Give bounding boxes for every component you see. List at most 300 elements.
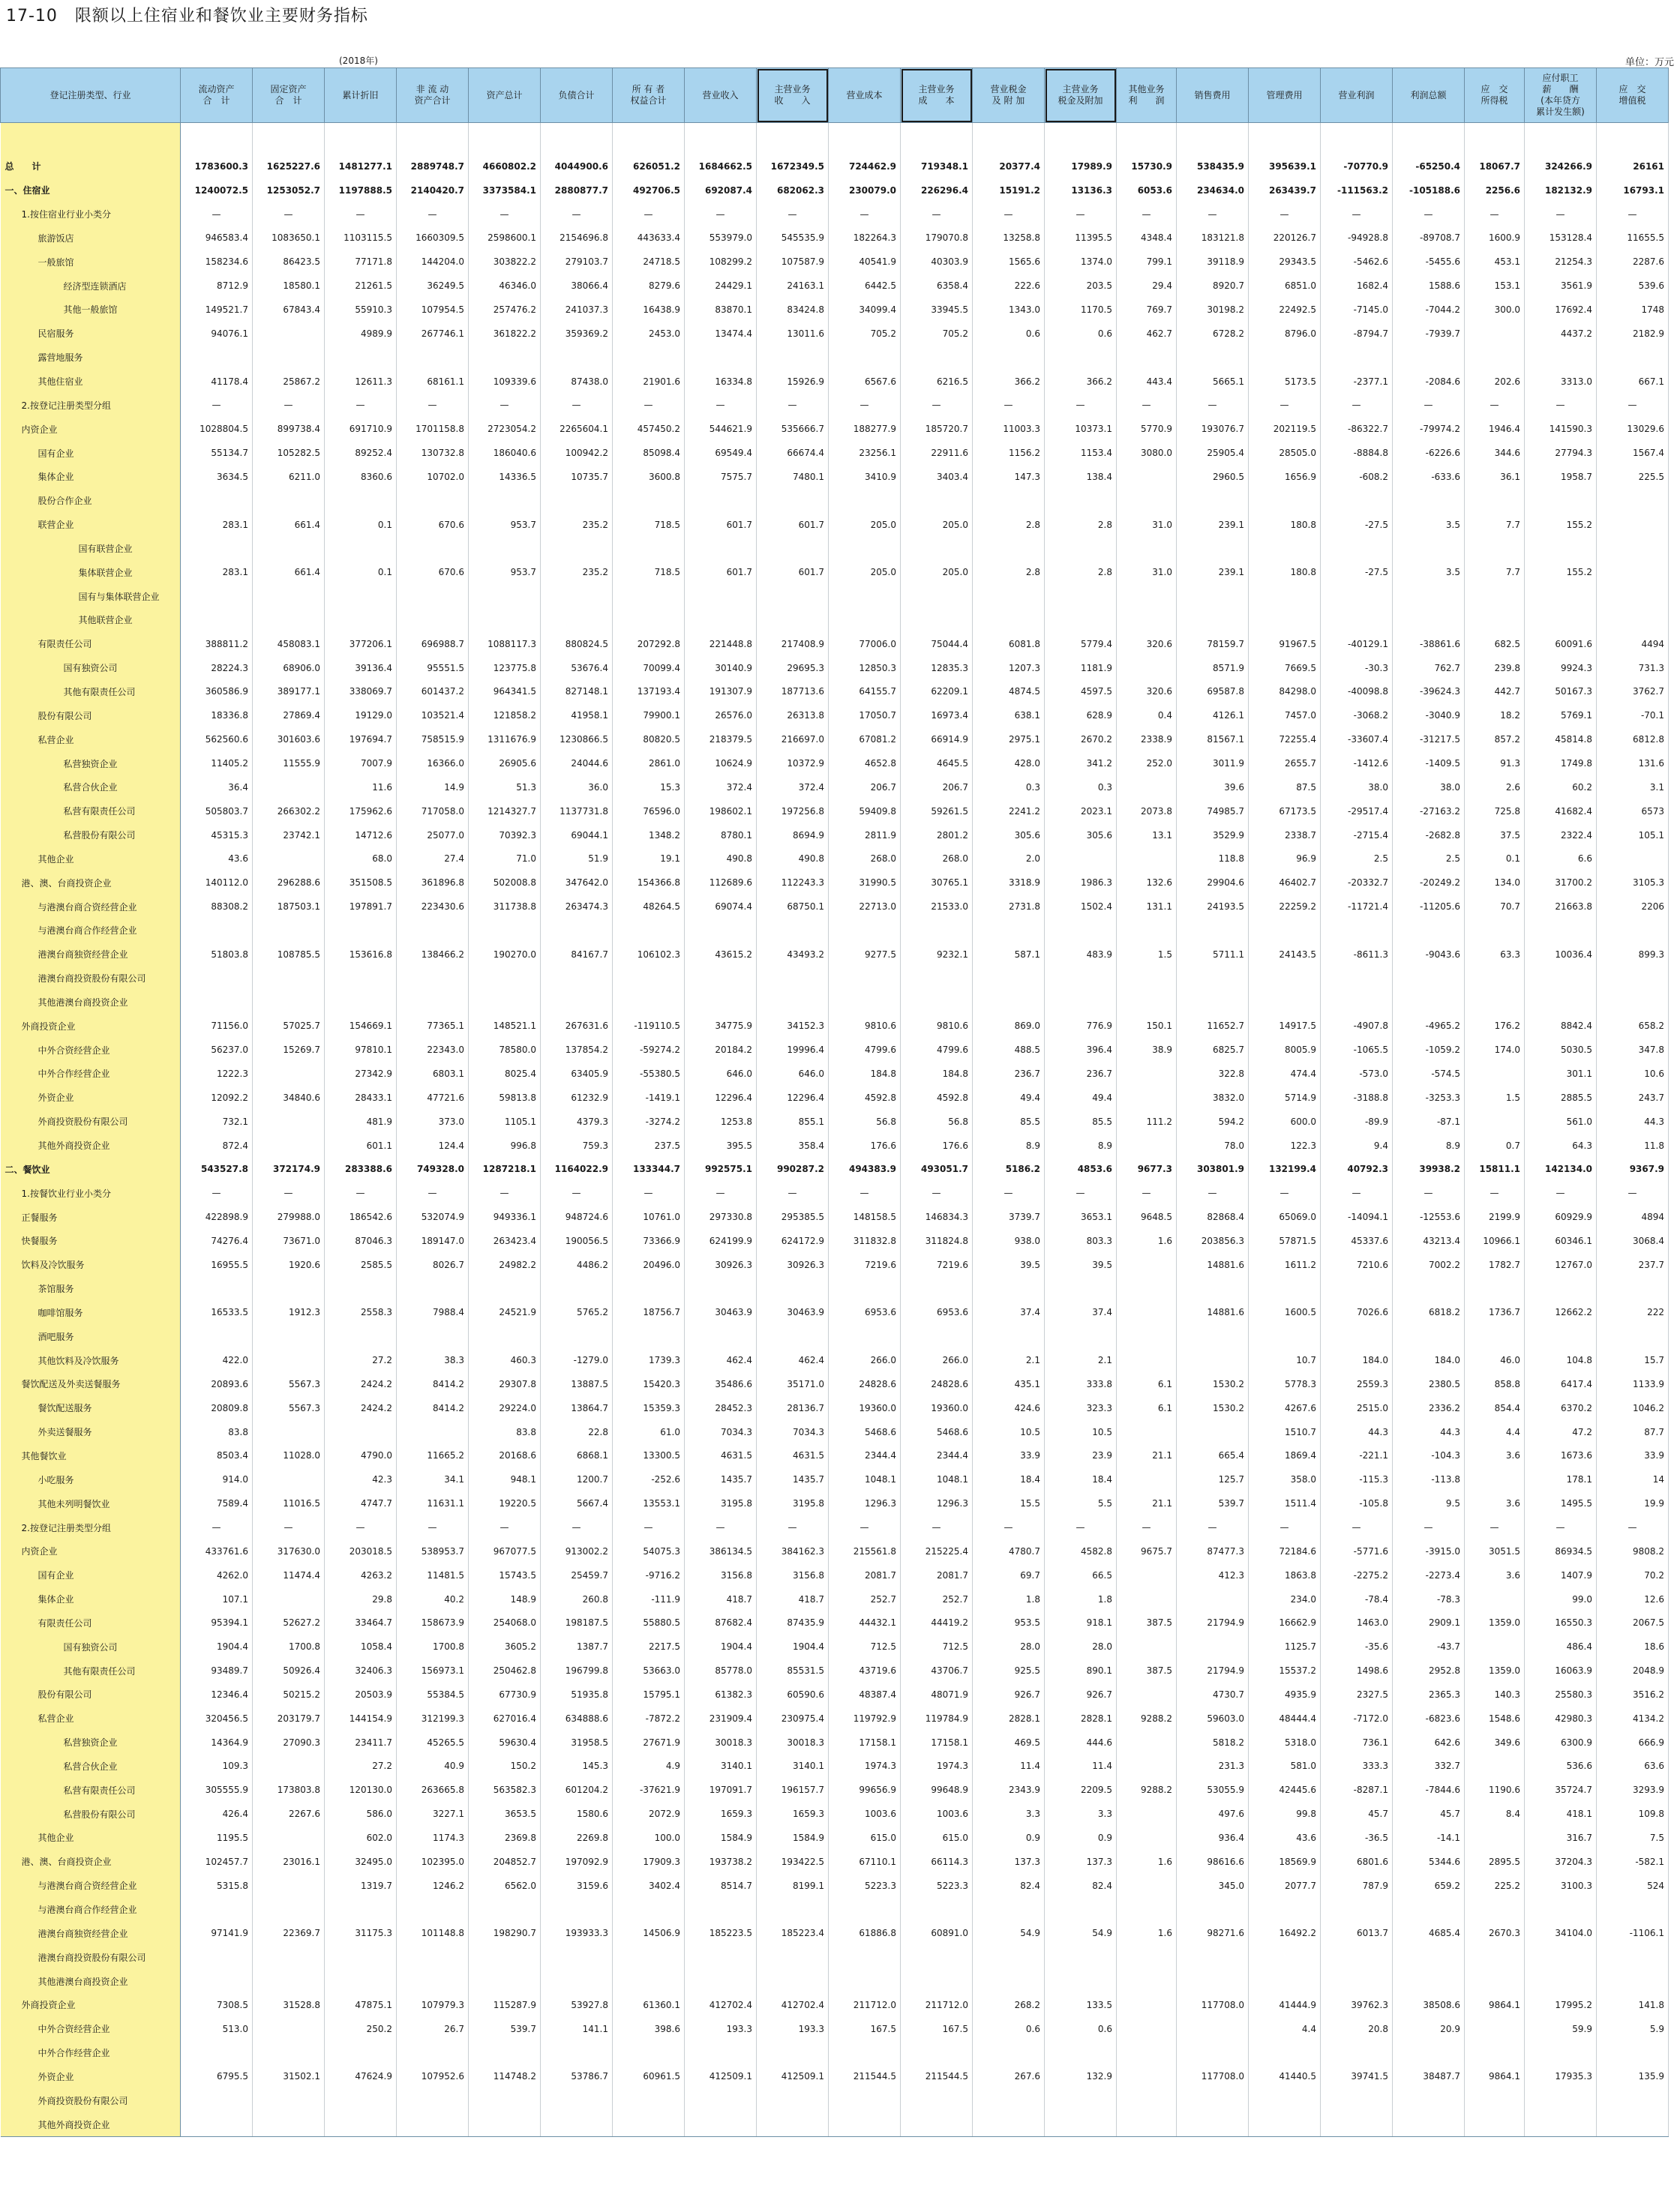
- cell: 279103.7: [541, 250, 613, 274]
- cell: 3.6: [1465, 1444, 1525, 1468]
- cell: 1125.7: [1249, 1635, 1321, 1659]
- cell: 198187.5: [541, 1611, 613, 1635]
- row-label: 其他一般旅馆: [1, 298, 181, 322]
- cell: 100942.2: [541, 441, 613, 465]
- cell: [253, 991, 325, 1015]
- cell: —: [901, 1515, 973, 1539]
- cell: 186542.6: [325, 1205, 397, 1229]
- cell: 94076.1: [181, 322, 253, 346]
- cell: -2275.2: [1321, 1563, 1393, 1587]
- cell: 31.0: [1117, 560, 1177, 584]
- cell: [541, 1945, 613, 1969]
- cell: [757, 584, 829, 608]
- cell: [397, 346, 469, 370]
- cell: 303822.2: [469, 250, 541, 274]
- cell: 42.3: [325, 1467, 397, 1491]
- row-label: 其他港澳台商投资企业: [1, 1969, 181, 1993]
- cell: 0.6: [973, 322, 1045, 346]
- cell: 1214327.7: [469, 799, 541, 823]
- cell: 1530.2: [1177, 1396, 1249, 1420]
- cell: 186040.6: [469, 441, 541, 465]
- cell: -111563.2: [1321, 178, 1393, 202]
- table-row: [1, 967, 1669, 991]
- cell: -3068.2: [1321, 703, 1393, 727]
- cell: 185223.4: [757, 1921, 829, 1945]
- table-row: [1, 1372, 1669, 1396]
- cell: [973, 1324, 1045, 1348]
- column-header: 流动资产 合 计: [181, 68, 253, 123]
- cell: [1465, 123, 1525, 155]
- cell: —: [973, 393, 1045, 417]
- cell: [397, 537, 469, 561]
- cell: [973, 608, 1045, 632]
- cell: 3653.5: [469, 1802, 541, 1826]
- cell: 55910.3: [325, 298, 397, 322]
- cell: 141.1: [541, 2017, 613, 2041]
- cell: 601.7: [685, 513, 757, 537]
- cell: 11655.5: [1597, 226, 1669, 250]
- cell: 27.2: [325, 1348, 397, 1372]
- cell: 198290.7: [469, 1921, 541, 1945]
- cell: [1249, 2088, 1321, 2112]
- cell: [901, 346, 973, 370]
- cell: 38.0: [1393, 775, 1465, 799]
- cell: —: [1525, 1181, 1597, 1205]
- cell: [1465, 1587, 1525, 1611]
- cell: [1597, 991, 1669, 1015]
- cell: [325, 346, 397, 370]
- cell: 460.3: [469, 1348, 541, 1372]
- cell: 283.1: [181, 560, 253, 584]
- cell: 615.0: [901, 1826, 973, 1850]
- cell: 2209.5: [1045, 1778, 1117, 1802]
- cell: [181, 991, 253, 1015]
- cell: 320.6: [1117, 632, 1177, 656]
- cell: 69074.4: [685, 895, 757, 919]
- cell: 1.6: [1117, 1850, 1177, 1874]
- cell: 601204.2: [541, 1778, 613, 1802]
- cell: 2828.1: [973, 1707, 1045, 1731]
- cell: [1465, 346, 1525, 370]
- cell: 146834.3: [901, 1205, 973, 1229]
- cell: 539.7: [469, 2017, 541, 2041]
- cell: 142134.0: [1525, 1157, 1597, 1181]
- row-label: 其他联营企业: [1, 608, 181, 632]
- cell: 239.1: [1177, 513, 1249, 537]
- cell: 1920.6: [253, 1253, 325, 1277]
- cell: [397, 1898, 469, 1922]
- cell: 35724.7: [1525, 1778, 1597, 1802]
- row-label: 国有企业: [1, 1563, 181, 1587]
- cell: 28224.3: [181, 656, 253, 680]
- cell: 1407.9: [1525, 1563, 1597, 1587]
- cell: 7007.9: [325, 751, 397, 775]
- cell: [541, 537, 613, 561]
- cell: -55380.5: [613, 1062, 685, 1086]
- cell: 138466.2: [397, 943, 469, 967]
- cell: -11205.6: [1393, 895, 1465, 919]
- cell: [1045, 967, 1117, 991]
- cell: 418.7: [685, 1587, 757, 1611]
- cell: 66914.9: [901, 727, 973, 751]
- cell: 66114.3: [901, 1850, 973, 1874]
- cell: [1117, 1755, 1177, 1779]
- cell: 53786.7: [541, 2065, 613, 2089]
- cell: 112243.3: [757, 871, 829, 895]
- cell: 12850.3: [829, 656, 901, 680]
- cell: 230079.0: [829, 178, 901, 202]
- column-header: 销售费用: [1177, 68, 1249, 123]
- cell: 86423.5: [253, 250, 325, 274]
- table-row: [1, 895, 1669, 919]
- cell: [1525, 608, 1597, 632]
- cell: 202.6: [1465, 370, 1525, 394]
- cell: [829, 1277, 901, 1301]
- cell: 481.9: [325, 1110, 397, 1134]
- cell: 40.2: [397, 1587, 469, 1611]
- cell: [1249, 919, 1321, 943]
- cell: 202119.5: [1249, 417, 1321, 441]
- cell: [325, 1945, 397, 1969]
- cell: 10702.0: [397, 465, 469, 489]
- cell: 412702.4: [685, 1993, 757, 2017]
- table-row: [1, 1898, 1669, 1922]
- cell: 7589.4: [181, 1491, 253, 1515]
- cell: —: [1117, 1515, 1177, 1539]
- cell: 724462.9: [829, 154, 901, 178]
- cell: 234634.0: [1177, 178, 1249, 202]
- cell: —: [685, 202, 757, 226]
- cell: 65069.0: [1249, 1205, 1321, 1229]
- cell: [1045, 2088, 1117, 2112]
- cell: [1525, 489, 1597, 513]
- cell: 33464.7: [325, 1611, 397, 1635]
- cell: 14.9: [397, 775, 469, 799]
- cell: [1249, 489, 1321, 513]
- cell: 211544.5: [829, 2065, 901, 2089]
- cell: 28452.3: [685, 1396, 757, 1420]
- cell: [469, 584, 541, 608]
- cell: 17995.2: [1525, 1993, 1597, 2017]
- cell: [901, 2041, 973, 2065]
- cell: 15926.9: [757, 370, 829, 394]
- table-row: [1, 560, 1669, 584]
- cell: 68906.0: [253, 656, 325, 680]
- cell: —: [253, 393, 325, 417]
- cell: —: [181, 202, 253, 226]
- table-row: [1, 441, 1669, 465]
- cell: —: [397, 1515, 469, 1539]
- cell: [1045, 537, 1117, 561]
- cell: 51803.8: [181, 943, 253, 967]
- cell: —: [1525, 1515, 1597, 1539]
- cell: [1465, 1898, 1525, 1922]
- cell: 25459.7: [541, 1563, 613, 1587]
- cell: 1904.4: [181, 1635, 253, 1659]
- cell: [397, 2112, 469, 2136]
- cell: [829, 2112, 901, 2136]
- cell: [829, 123, 901, 155]
- cell: 869.0: [973, 1014, 1045, 1038]
- cell: [1177, 1420, 1249, 1444]
- cell: 372174.9: [253, 1157, 325, 1181]
- cell: 295385.5: [757, 1205, 829, 1229]
- cell: 54.9: [973, 1921, 1045, 1945]
- cell: [469, 991, 541, 1015]
- cell: 29904.6: [1177, 871, 1249, 895]
- cell: 3195.8: [757, 1491, 829, 1515]
- cell: 27794.3: [1525, 441, 1597, 465]
- cell: 5567.3: [253, 1372, 325, 1396]
- cell: 539.7: [1177, 1491, 1249, 1515]
- row-label: 其他外商投资企业: [1, 1134, 181, 1158]
- cell: 20496.0: [613, 1253, 685, 1277]
- cell: [1117, 2112, 1177, 2136]
- row-label: 有限责任公司: [1, 632, 181, 656]
- cell: 176.2: [1465, 1014, 1525, 1038]
- cell: [1045, 919, 1117, 943]
- cell: 56.8: [829, 1110, 901, 1134]
- cell: 267.6: [973, 2065, 1045, 2089]
- cell: 17989.9: [1045, 154, 1117, 178]
- cell: 17050.7: [829, 703, 901, 727]
- cell: [613, 123, 685, 155]
- cell: 205.0: [901, 560, 973, 584]
- cell: 17158.1: [829, 1731, 901, 1755]
- cell: 72184.6: [1249, 1539, 1321, 1563]
- cell: —: [1177, 202, 1249, 226]
- table-row: [1, 1134, 1669, 1158]
- column-header: 主营业务 税金及附加: [1045, 68, 1117, 123]
- cell: [1465, 1062, 1525, 1086]
- cell: 1869.4: [1249, 1444, 1321, 1468]
- cell: 43615.2: [685, 943, 757, 967]
- table-row: [1, 703, 1669, 727]
- cell: 10.7: [1249, 1348, 1321, 1372]
- cell: 360586.9: [181, 680, 253, 704]
- cell: 48071.9: [901, 1683, 973, 1707]
- cell: 3105.3: [1597, 871, 1669, 895]
- cell: 949336.1: [469, 1205, 541, 1229]
- cell: 10735.7: [541, 465, 613, 489]
- cell: 0.7: [1465, 1134, 1525, 1158]
- cell: [757, 608, 829, 632]
- cell: 59261.5: [901, 799, 973, 823]
- cell: —: [469, 202, 541, 226]
- cell: [541, 1277, 613, 1301]
- cell: 135.9: [1597, 2065, 1669, 2089]
- cell: 84167.7: [541, 943, 613, 967]
- cell: [469, 1324, 541, 1348]
- cell: [1393, 346, 1465, 370]
- table-row: [1, 1038, 1669, 1062]
- cell: 243.7: [1597, 1086, 1669, 1110]
- cell: [1177, 1348, 1249, 1372]
- cell: 925.5: [973, 1659, 1045, 1683]
- cell: 5667.4: [541, 1491, 613, 1515]
- cell: 107954.5: [397, 298, 469, 322]
- cell: 17935.3: [1525, 2065, 1597, 2089]
- cell: 3080.0: [1117, 441, 1177, 465]
- cell: [1249, 967, 1321, 991]
- row-label: 集体联营企业: [1, 560, 181, 584]
- cell: —: [469, 393, 541, 417]
- cell: [325, 123, 397, 155]
- cell: -87.1: [1393, 1110, 1465, 1134]
- cell: 5344.6: [1393, 1850, 1465, 1874]
- cell: 333.8: [1045, 1372, 1117, 1396]
- row-label: 内资企业: [1, 417, 181, 441]
- cell: [1045, 1324, 1117, 1348]
- cell: 7988.4: [397, 1301, 469, 1325]
- cell: 231909.4: [685, 1707, 757, 1731]
- column-header: 累计折旧: [325, 68, 397, 123]
- cell: [1597, 2041, 1669, 2065]
- cell: 60891.0: [901, 1921, 973, 1945]
- cell: [325, 991, 397, 1015]
- cell: 2515.0: [1321, 1396, 1393, 1420]
- cell: [1177, 346, 1249, 370]
- row-label: 外商投资企业: [1, 1014, 181, 1038]
- cell: 2670.2: [1045, 727, 1117, 751]
- cell: 7219.6: [829, 1253, 901, 1277]
- row-label: 中外合资经营企业: [1, 2017, 181, 2041]
- cell: 21.1: [1117, 1491, 1177, 1515]
- cell: 858.8: [1465, 1372, 1525, 1396]
- cell: 78.0: [1177, 1134, 1249, 1158]
- cell: 82.4: [973, 1874, 1045, 1898]
- cell: [901, 1969, 973, 1993]
- cell: 43719.6: [829, 1659, 901, 1683]
- cell: [829, 1945, 901, 1969]
- cell: 992575.1: [685, 1157, 757, 1181]
- row-label: 中外合资经营企业: [1, 1038, 181, 1062]
- cell: -43.7: [1393, 1635, 1465, 1659]
- cell: 2338.7: [1249, 823, 1321, 847]
- row-label: 2.按登记注册类型分组: [1, 393, 181, 417]
- cell: [1597, 608, 1669, 632]
- cell: [253, 1420, 325, 1444]
- cell: —: [1525, 393, 1597, 417]
- cell: [1117, 991, 1177, 1015]
- cell: 21261.5: [325, 274, 397, 298]
- cell: 22911.6: [901, 441, 973, 465]
- cell: 418.1: [1525, 1802, 1597, 1826]
- cell: 4348.4: [1117, 226, 1177, 250]
- cell: [397, 489, 469, 513]
- cell: 8199.1: [757, 1874, 829, 1898]
- table-row: [1, 1945, 1669, 1969]
- cell: 25867.2: [253, 370, 325, 394]
- cell: 279988.0: [253, 1205, 325, 1229]
- row-label: 外商投资企业: [1, 1993, 181, 2017]
- cell: [253, 322, 325, 346]
- cell: 44.3: [1393, 1420, 1465, 1444]
- cell: 39136.4: [325, 656, 397, 680]
- cell: -78.4: [1321, 1587, 1393, 1611]
- cell: 95551.5: [397, 656, 469, 680]
- cell: 1502.4: [1045, 895, 1117, 919]
- cell: 115287.9: [469, 1993, 541, 2017]
- cell: 82.4: [1045, 1874, 1117, 1898]
- cell: 4437.2: [1525, 322, 1597, 346]
- page-title: 17-10 限额以上住宿业和餐饮业主要财务指标: [6, 7, 368, 25]
- cell: [469, 1277, 541, 1301]
- cell: 24193.5: [1177, 895, 1249, 919]
- cell: 717058.0: [397, 799, 469, 823]
- cell: 107587.9: [757, 250, 829, 274]
- column-header: 主营业务 收 入: [757, 68, 829, 123]
- cell: 9864.1: [1465, 1993, 1525, 2017]
- cell: 96.9: [1249, 847, 1321, 871]
- cell: [397, 919, 469, 943]
- cell: 4631.5: [757, 1444, 829, 1468]
- cell: [1045, 1277, 1117, 1301]
- cell: 22259.2: [1249, 895, 1321, 919]
- cell: 30140.9: [685, 656, 757, 680]
- cell: 3605.2: [469, 1635, 541, 1659]
- cell: 2365.3: [1393, 1683, 1465, 1707]
- cell: 63.3: [1465, 943, 1525, 967]
- cell: 144154.9: [325, 1707, 397, 1731]
- cell: 462.4: [757, 1348, 829, 1372]
- cell: [469, 2041, 541, 2065]
- cell: 15730.9: [1117, 154, 1177, 178]
- unit-label: 单位：万元: [1624, 57, 1674, 68]
- cell: [397, 1277, 469, 1301]
- cell: [685, 991, 757, 1015]
- cell: 30198.2: [1177, 298, 1249, 322]
- cell: [181, 1945, 253, 1969]
- cell: -1412.6: [1321, 751, 1393, 775]
- cell: [1249, 1969, 1321, 1993]
- cell: 5779.4: [1045, 632, 1117, 656]
- cell: 2344.4: [901, 1444, 973, 1468]
- cell: 7026.6: [1321, 1301, 1393, 1325]
- table-row: [1, 919, 1669, 943]
- table-row: [1, 178, 1669, 202]
- table-row: [1, 274, 1669, 298]
- cell: [757, 2112, 829, 2136]
- cell: 4790.0: [325, 1444, 397, 1468]
- cell: 6370.2: [1525, 1396, 1597, 1420]
- cell: 2343.9: [973, 1778, 1045, 1802]
- cell: 1048.1: [901, 1467, 973, 1491]
- cell: 153.1: [1465, 274, 1525, 298]
- cell: [1597, 537, 1669, 561]
- cell: [253, 1587, 325, 1611]
- cell: 11631.1: [397, 1491, 469, 1515]
- cell: [613, 2112, 685, 2136]
- cell: [1249, 1324, 1321, 1348]
- cell: [325, 1324, 397, 1348]
- cell: 57025.7: [253, 1014, 325, 1038]
- cell: 268.0: [901, 847, 973, 871]
- cell: 6728.2: [1177, 322, 1249, 346]
- cell: 263474.3: [541, 895, 613, 919]
- cell: 41444.9: [1249, 1993, 1321, 2017]
- column-header: 应 交 所得税: [1465, 68, 1525, 123]
- cell: 347.8: [1597, 1038, 1669, 1062]
- cell: 5770.9: [1117, 417, 1177, 441]
- row-label: 露营地服务: [1, 346, 181, 370]
- cell: —: [1393, 1515, 1465, 1539]
- cell: [1525, 346, 1597, 370]
- cell: 125.7: [1177, 1467, 1249, 1491]
- cell: 11665.2: [397, 1444, 469, 1468]
- financial-indicators-table: [0, 67, 1669, 2137]
- cell: 79900.1: [613, 703, 685, 727]
